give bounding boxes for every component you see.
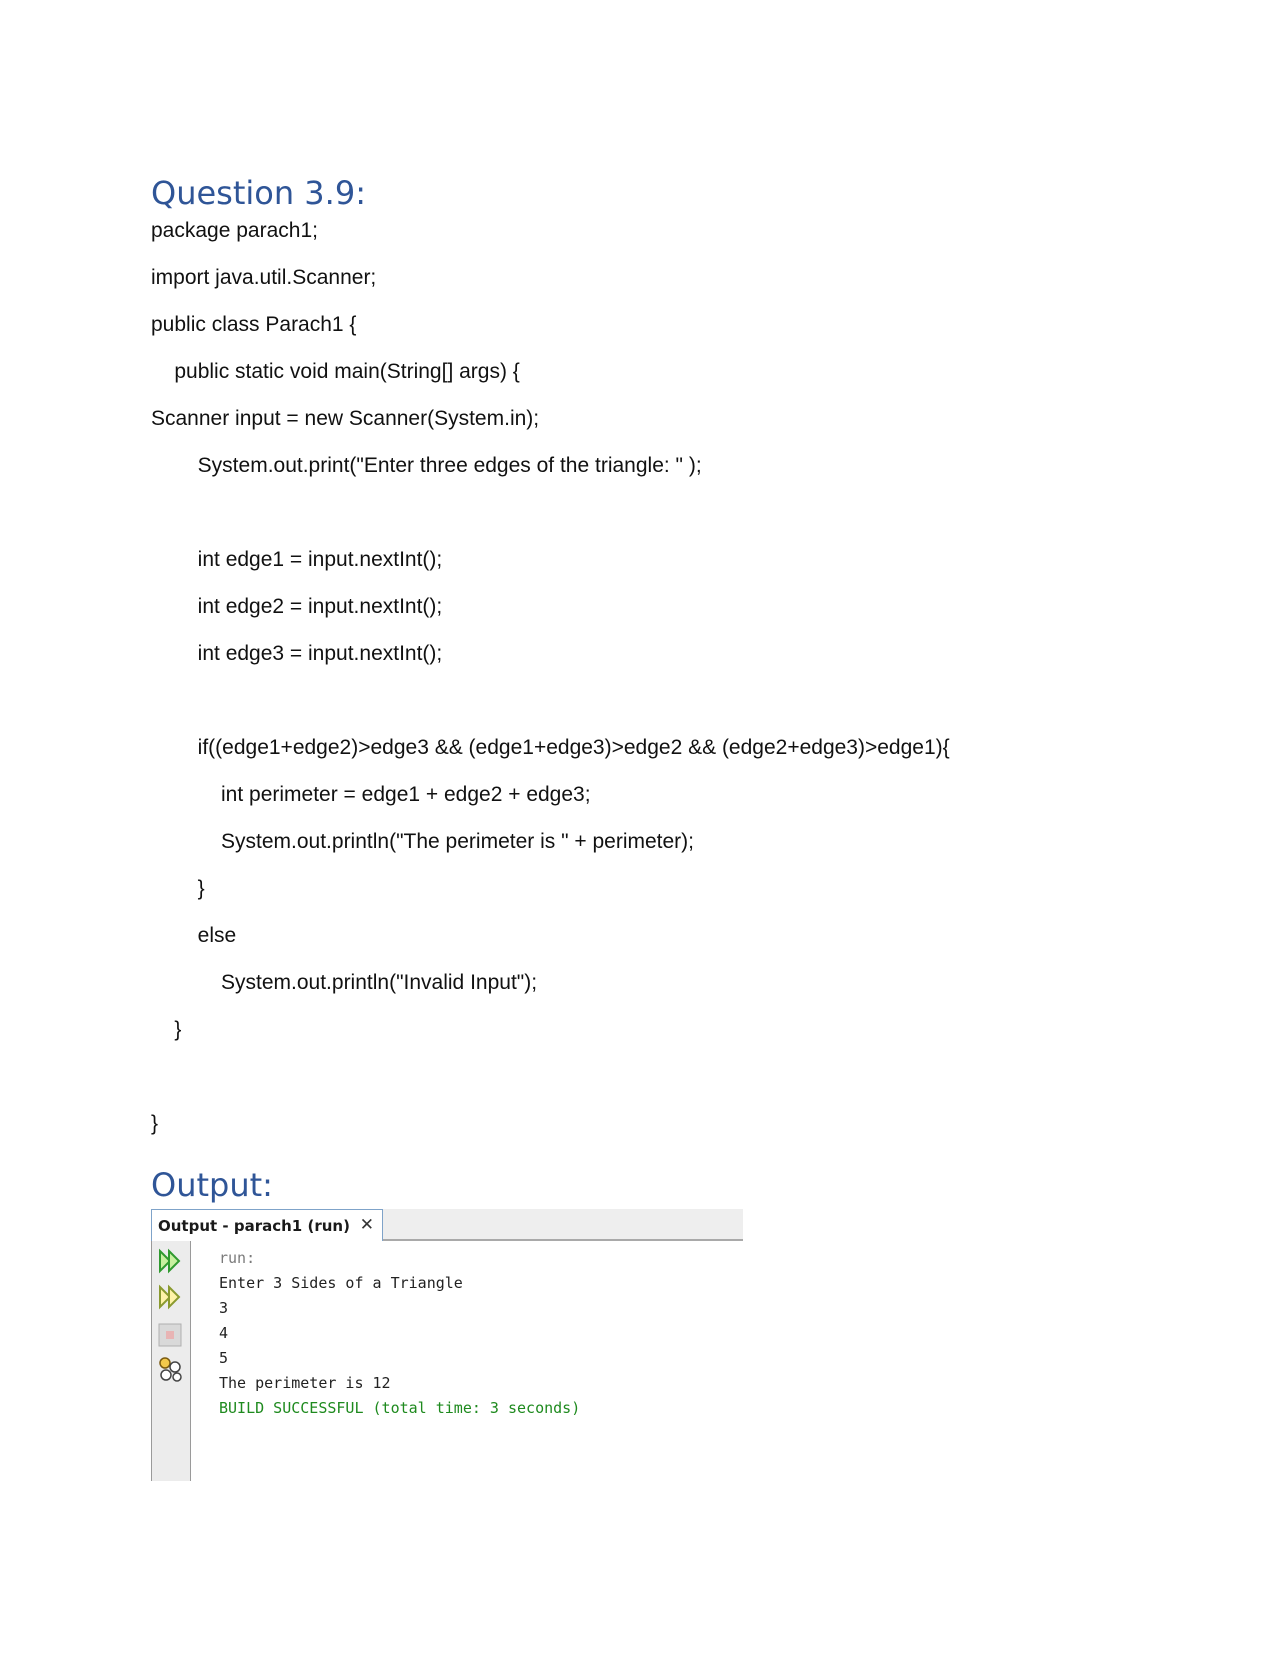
console-line: 4 (219, 1324, 229, 1342)
console-line: Enter 3 Sides of a Triangle (219, 1274, 463, 1292)
rerun-with-options-icon[interactable] (156, 1283, 184, 1311)
build-status-line: BUILD SUCCESSFUL (total time: 3 seconds) (219, 1399, 581, 1417)
code-line: Scanner input = new Scanner(System.in); (151, 407, 540, 430)
console-line: 3 (219, 1299, 229, 1317)
output-tab[interactable] (151, 1209, 383, 1241)
output-toolbar (151, 1241, 191, 1481)
code-line: import java.util.Scanner; (151, 266, 377, 289)
code-line: package parach1; (151, 219, 318, 242)
output-tab-bar (151, 1209, 743, 1241)
question-heading: Question 3.9: (151, 174, 366, 212)
stop-icon[interactable] (156, 1321, 184, 1349)
code-line: public class Parach1 { (151, 313, 357, 336)
output-heading: Output: (151, 1166, 273, 1204)
code-line: else (151, 924, 237, 947)
code-line: } (151, 877, 205, 900)
code-line: System.out.print("Enter three edges of the triangle: " ); (151, 454, 702, 477)
code-line: } (151, 1112, 159, 1135)
console-line: 5 (219, 1349, 229, 1367)
code-line: System.out.println("Invalid Input"); (151, 971, 538, 994)
console-line: run: (219, 1249, 256, 1267)
code-line: int perimeter = edge1 + edge2 + edge3; (151, 783, 591, 806)
code-line: int edge2 = input.nextInt(); (151, 595, 443, 618)
output-tab-label: Output - parach1 (run) (158, 1216, 350, 1235)
output-panel-screenshot (151, 1209, 743, 1481)
settings-icon[interactable] (156, 1355, 184, 1383)
console-line: The perimeter is 12 (219, 1374, 391, 1392)
close-icon[interactable]: ✕ (359, 1215, 374, 1235)
rerun-icon[interactable] (156, 1247, 184, 1275)
code-line: int edge1 = input.nextInt(); (151, 548, 443, 571)
code-line: int edge3 = input.nextInt(); (151, 642, 443, 665)
code-line: System.out.println("The perimeter is " + perimeter); (151, 830, 694, 853)
code-line: public static void main(String[] args) { (151, 360, 520, 383)
code-line: if((edge1+edge2)>edge3 && (edge1+edge3)>edge2 && (edge2+edge3)>edge1){ (151, 736, 950, 759)
code-line: } (151, 1018, 182, 1041)
